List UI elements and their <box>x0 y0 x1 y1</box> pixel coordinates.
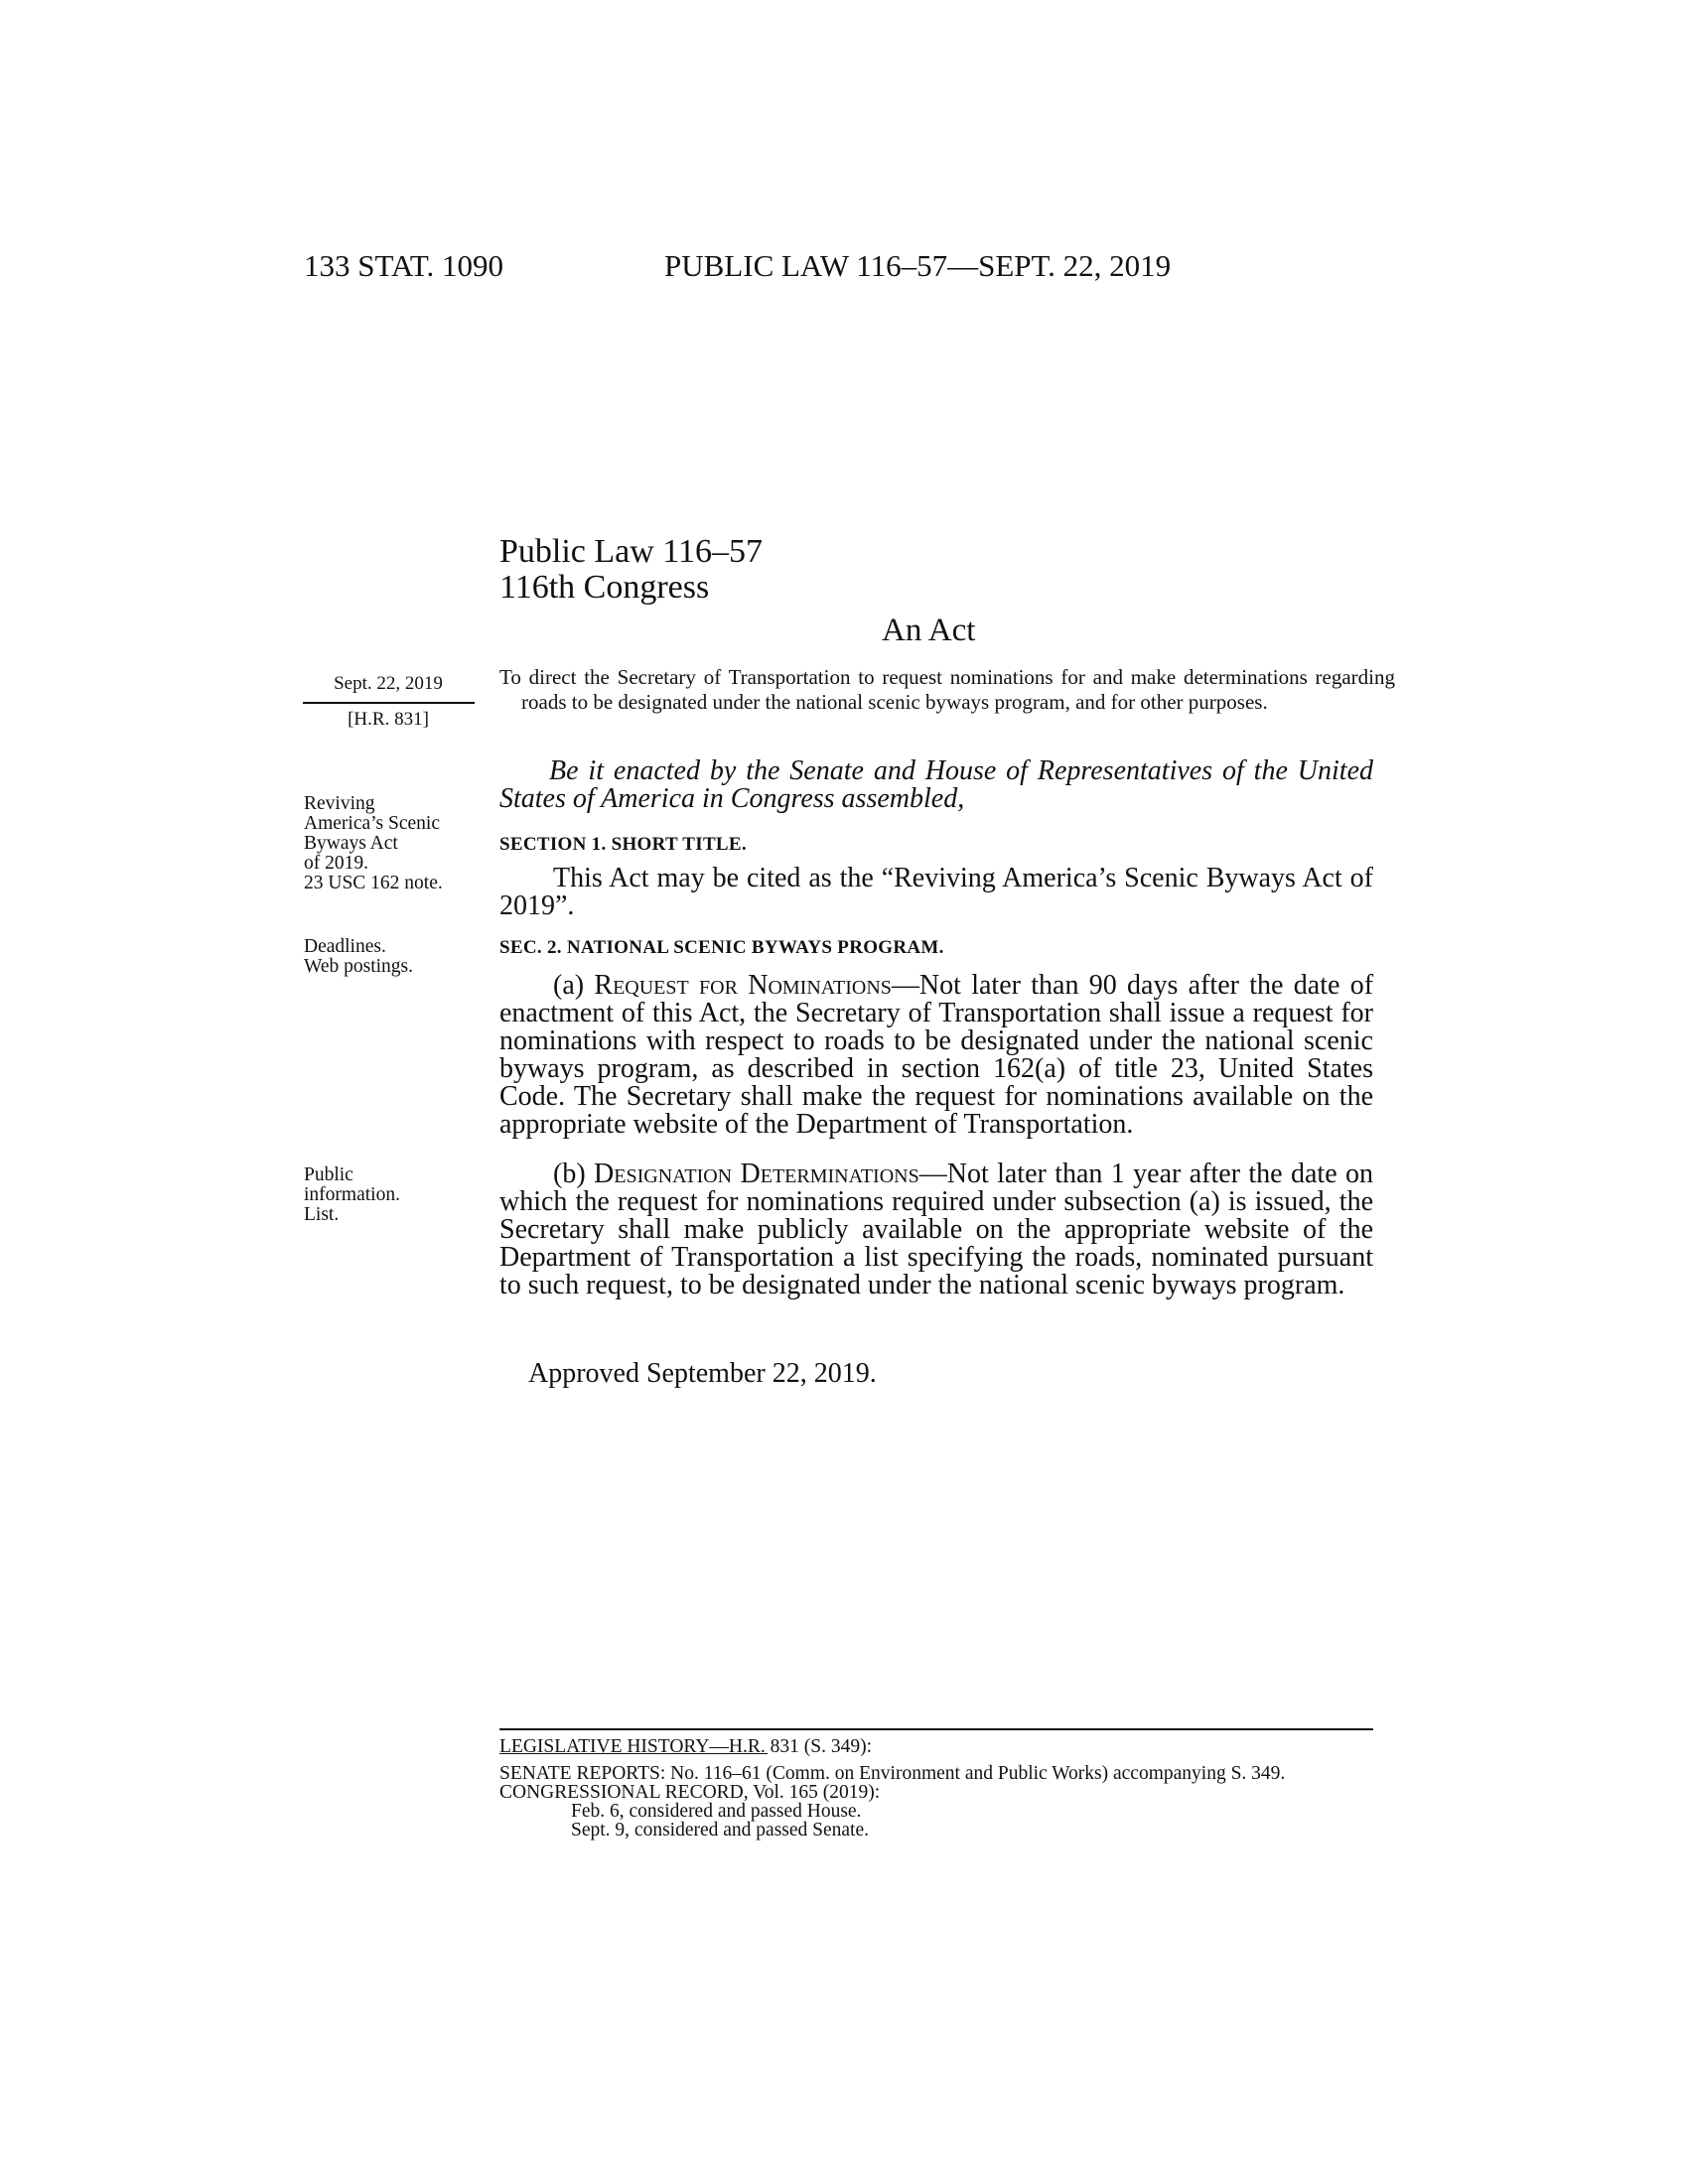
subsection-a-label: (a) <box>553 970 595 1001</box>
congress-number: 116th Congress <box>499 569 710 606</box>
section-1-text: This Act may be cited as the “Reviving America’s Scenic Byways Act of 2019”. <box>499 863 1373 921</box>
section-1-heading: SECTION 1. SHORT TITLE. <box>499 834 747 855</box>
an-act-heading: An Act <box>882 613 976 648</box>
margin-note-public-information <box>304 1165 478 1225</box>
margin-note-line: 23 USC 162 note. <box>304 873 443 893</box>
footer-divider <box>499 1728 1373 1730</box>
enacting-clause: Be it enacted by the Senate and House of Representatives of the United States of America in Congress assembled, <box>499 755 1373 814</box>
subsection-a-text: —Not later than 90 days after the date of enactment of this Act, the Secretary of Transportation shall issue a request for nominations with respect to roads to be designated under the national scenic byways program, as described in section 162(a) of title 23, United States Code. The Secretary shall make the request for nominations available on the appropriate website of the Department of Transportation. <box>499 970 1374 1140</box>
law-title-block <box>499 534 763 606</box>
legislative-history-heading: LEGISLATIVE HISTORY—H.R. 831 (S. 349): <box>499 1736 873 1757</box>
margin-divider <box>303 702 475 704</box>
stat-page-number: 133 STAT. 1090 <box>304 248 504 283</box>
long-title: To direct the Secretary of Transportation to request nominations for and make determinations regarding roads to be designated under the national scenic byways program, and for other purposes. <box>499 665 1395 714</box>
margin-note-line: Public <box>304 1164 353 1185</box>
record-action: Feb. 6, considered and passed House. <box>571 1801 862 1822</box>
margin-note-deadlines <box>304 937 478 977</box>
subsection-b-heading: Designation Determinations <box>594 1159 919 1189</box>
congressional-record: CONGRESSIONAL RECORD, Vol. 165 (2019): <box>499 1782 881 1803</box>
margin-note-short-title <box>304 794 478 893</box>
margin-note-line: Deadlines. <box>304 936 386 957</box>
subsection-a <box>499 972 1373 1139</box>
approval-line: Approved September 22, 2019. <box>528 1358 877 1389</box>
subsection-b-text: —Not later than 1 year after the date on which the request for nominations required under subsection (a) is issued, the Secretary shall make publicly available on the appropriate website of the Department of Transportation a list specifying the roads, nominated pursuant to such request, to be designated under the national scenic byways program. <box>499 1159 1373 1300</box>
record-action: Sept. 9, considered and passed Senate. <box>571 1820 870 1841</box>
margin-bill-number: [H.R. 831] <box>348 709 429 730</box>
section-2-heading: SEC. 2. NATIONAL SCENIC BYWAYS PROGRAM. <box>499 937 944 958</box>
public-law-number: Public Law 116–57 <box>499 533 764 570</box>
margin-note-line: of 2019. <box>304 853 368 874</box>
margin-note-line: List. <box>304 1204 340 1225</box>
running-head: PUBLIC LAW 116–57—SEPT. 22, 2019 <box>664 248 1172 283</box>
subsection-a-heading: Request for Nominations <box>594 970 892 1001</box>
subsection-b <box>499 1160 1373 1299</box>
margin-note-line: America’s Scenic <box>304 813 440 834</box>
margin-note-line: information. <box>304 1184 400 1205</box>
margin-note-line: Reviving <box>304 793 375 814</box>
legislative-history <box>499 1737 1373 1840</box>
margin-date: Sept. 22, 2019 <box>334 673 443 694</box>
senate-reports: SENATE REPORTS: No. 116–61 (Comm. on Environment and Public Works) accompanying S. 349. <box>499 1763 1286 1784</box>
margin-note-line: Byways Act <box>304 833 398 854</box>
subsection-b-label: (b) <box>553 1159 595 1189</box>
margin-note-line: Web postings. <box>304 956 414 977</box>
